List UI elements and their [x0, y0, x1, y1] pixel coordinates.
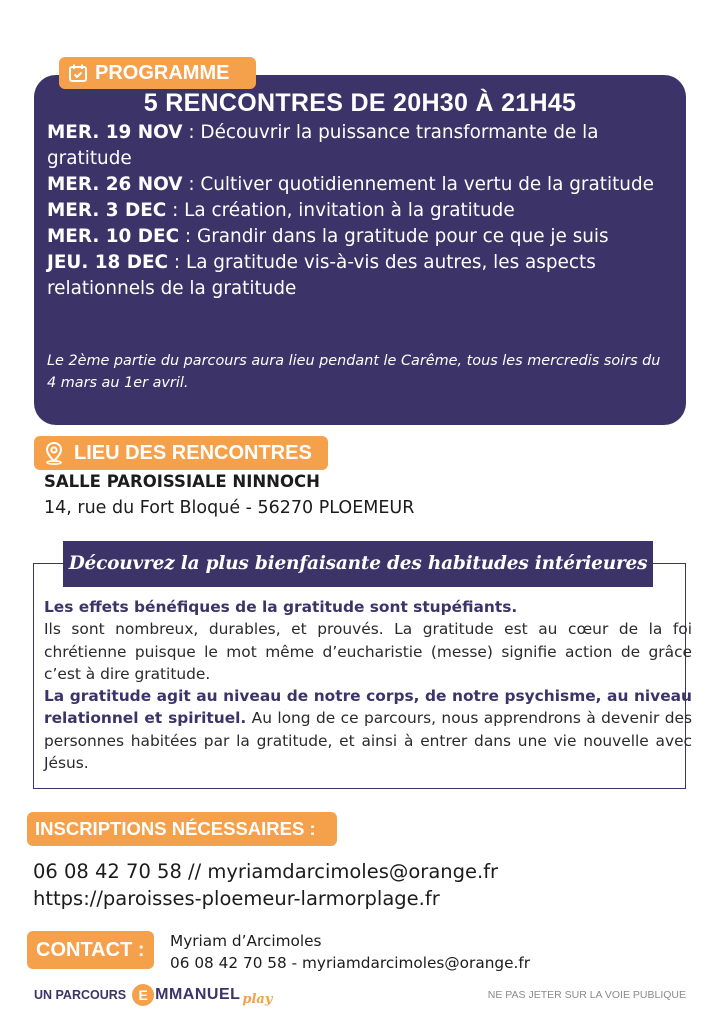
emmanuel-logo-icon: E — [132, 984, 154, 1006]
gratitude-text — [44, 596, 692, 774]
calendar-icon — [68, 63, 88, 83]
programme-title: 5 RENCONTRES DE 20H30 À 21H45 — [143, 89, 577, 117]
footer-notice: NE PAS JETER SUR LA VOIE PUBLIQUE — [487, 989, 686, 1001]
session-item — [47, 198, 677, 224]
gratitude-paragraph-2 — [44, 685, 692, 774]
emmanuel-logo-word: MMANUEL — [155, 986, 241, 1003]
programme-note: Le 2ème partie du parcours aura lieu pendant le Carême, tous les mercredis soirs du 4 mars au 1er avril. — [47, 353, 661, 391]
programme-tag — [59, 57, 256, 89]
session-text: : Cultiver quotidiennement la vertu de la gratitude — [182, 174, 654, 195]
footer-brand — [34, 984, 272, 1006]
session-day: JEU. 18 DEC — [47, 252, 169, 273]
inscriptions-website-link[interactable]: https://paroisses-ploemeur-larmorplage.fr — [33, 887, 440, 910]
session-text: : Découvrir la puissance transformante de la gratitude — [47, 122, 599, 169]
gratitude-banner: Découvrez la plus bienfaisante des habitudes intérieures — [63, 541, 653, 587]
session-text: : La gratitude vis-à-vis des autres, les aspects relationnels de la gratitude — [47, 252, 596, 299]
gratitude-p2-text: Au long de ce parcours, nous apprendrons à devenir des personnes habitées par la gratitude, et ainsi à entrer dans une vie nouvelle avec Jésus. — [44, 709, 692, 773]
lieu-tag — [34, 436, 328, 470]
session-day: MER. 10 DEC — [47, 226, 180, 247]
gratitude-p2-bold: La gratitude agit au niveau de notre corps, de notre psychisme, au niveau relationnel et spirituel. — [44, 687, 692, 728]
venue-name: SALLE PAROISSIALE NINNOCH — [44, 472, 320, 491]
inscriptions-tag: INSCRIPTIONS NÉCESSAIRES : — [27, 812, 337, 846]
session-item — [47, 120, 677, 172]
session-text: : La création, invitation à la gratitude — [166, 200, 515, 221]
contact-details[interactable]: 06 08 42 70 58 - myriamdarcimoles@orange.fr — [170, 954, 531, 972]
session-day: MER. 3 DEC — [47, 200, 167, 221]
session-list — [47, 120, 677, 302]
session-item — [47, 224, 677, 250]
session-day: MER. 26 NOV — [47, 174, 183, 195]
emmanuel-logo-play: play — [242, 991, 273, 1007]
inscriptions-phone-email[interactable]: 06 08 42 70 58 // myriamdarcimoles@orange.fr — [33, 860, 499, 883]
gratitude-paragraph-1 — [44, 596, 692, 685]
session-text: : Grandir dans la gratitude pour ce que je suis — [179, 226, 609, 247]
gratitude-p1-bold: Les effets bénéfiques de la gratitude sont stupéfiants. — [44, 598, 518, 616]
gratitude-p1-text: Ils sont nombreux, durables, et prouvés. La gratitude est au cœur de la foi chrétienne puisque le mot même d’eucharistie (messe) signifie action de grâce c’est à dire gratitude. — [44, 620, 692, 683]
programme-box — [34, 75, 686, 425]
contact-name: Myriam d’Arcimoles — [170, 932, 322, 950]
location-pin-icon — [43, 441, 65, 465]
session-item — [47, 250, 677, 302]
contact-tag: CONTACT : — [27, 931, 154, 969]
lieu-tag-label: LIEU DES RENCONTRES — [74, 442, 312, 464]
footer-prefix: UN PARCOURS — [34, 988, 127, 1002]
session-day: MER. 19 NOV — [47, 122, 183, 143]
venue-address: 14, rue du Fort Bloqué - 56270 PLOEMEUR — [44, 498, 415, 518]
session-item — [47, 172, 677, 198]
programme-tag-label: PROGRAMME — [95, 62, 230, 84]
